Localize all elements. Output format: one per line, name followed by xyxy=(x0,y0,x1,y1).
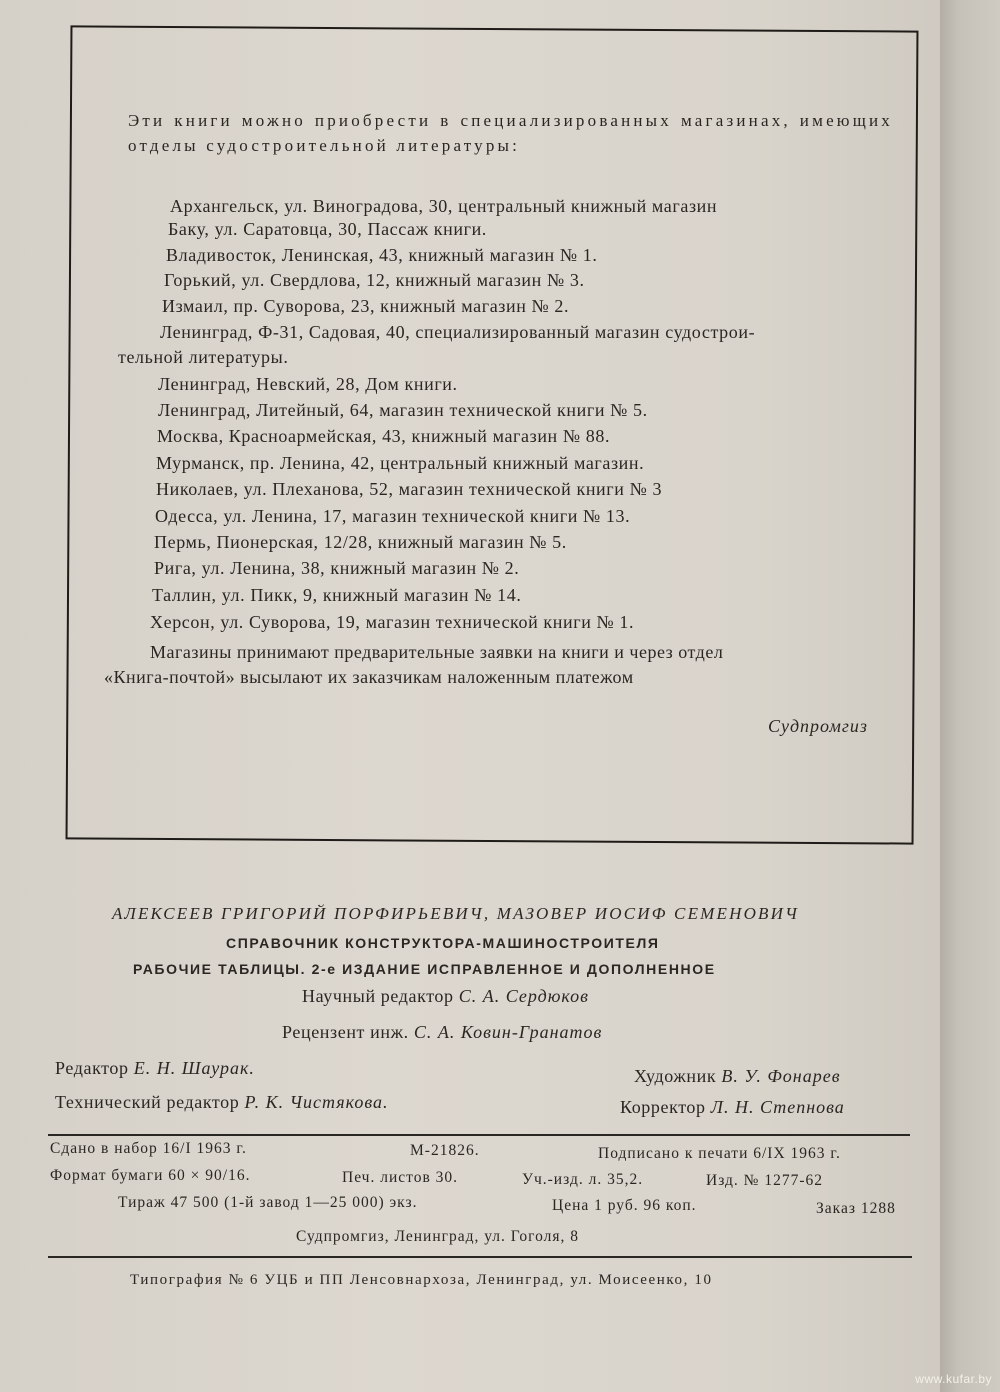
shop-line: Измаил, пр. Суворова, 23, книжный магазин № 2. xyxy=(162,296,570,316)
imprint-price: Цена 1 руб. 96 коп. xyxy=(552,1197,697,1214)
credit-role: Рецензент инж. xyxy=(282,1022,409,1042)
imprint-signed: Подписано к печати 6/IX 1963 г. xyxy=(598,1145,841,1162)
credit-name: Р. К. Чистякова. xyxy=(244,1092,389,1112)
imprint-print-run: Тираж 47 500 (1-й завод 1—25 000) экз. xyxy=(118,1194,418,1211)
credit-name: С. А. Ковин-Гранатов xyxy=(413,1022,603,1042)
shop-line: Мурманск, пр. Ленина, 42, центральный книжный магазин. xyxy=(156,453,645,473)
imprint-sheets: Печ. листов 30. xyxy=(342,1169,459,1186)
editor-credit xyxy=(55,1058,255,1079)
credit-role: Научный редактор xyxy=(302,986,454,1006)
imprint-format: Формат бумаги 60 × 90/16. xyxy=(50,1167,251,1184)
shop-line: Пермь, Пионерская, 12/28, книжный магазин № 5. xyxy=(154,532,567,552)
credit-name: Е. Н. Шаурак. xyxy=(133,1058,255,1078)
credit-role: Корректор xyxy=(620,1097,706,1117)
order-note-line: «Книга-почтой» высылают их заказчикам наложенным платежом xyxy=(104,667,634,687)
credit-name: Л. Н. Степнова xyxy=(710,1097,845,1117)
proofreader-credit xyxy=(620,1097,845,1118)
site-watermark: www.kufar.by xyxy=(915,1372,992,1386)
shop-line: Николаев, ул. Плеханова, 52, магазин технической книги № 3 xyxy=(156,479,663,499)
imprint-order: Заказ 1288 xyxy=(816,1200,896,1217)
imprint-typeset: Сдано в набор 16/I 1963 г. xyxy=(50,1140,247,1157)
credit-name: С. А. Сердюков xyxy=(458,986,589,1006)
shop-line: Ленинград, Ф-31, Садовая, 40, специализированный магазин судострои- xyxy=(160,322,756,342)
shop-line-continuation: тельной литературы. xyxy=(118,347,289,367)
imprint-code: М-21826. xyxy=(410,1142,480,1159)
imprint-publisher-address: Судпромгиз, Ленинград, ул. Гоголя, 8 xyxy=(296,1228,580,1245)
shop-line: Одесса, ул. Ленина, 17, магазин технической книги № 13. xyxy=(155,506,631,526)
imprint-publisher-sheets: Уч.-изд. л. 35,2. xyxy=(522,1171,644,1188)
shop-line: Рига, ул. Ленина, 38, книжный магазин № 2. xyxy=(154,558,520,578)
publisher-signature: Судпромгиз xyxy=(768,716,868,736)
shop-line: Таллин, ул. Пикк, 9, книжный магазин № 14. xyxy=(152,585,522,605)
book-spine xyxy=(940,0,1000,1392)
shop-line: Владивосток, Ленинская, 43, книжный магазин № 1. xyxy=(166,245,598,265)
scientific-editor-credit xyxy=(302,986,589,1007)
shop-line: Ленинград, Литейный, 64, магазин технической книги № 5. xyxy=(158,400,648,420)
credit-role: Редактор xyxy=(55,1058,129,1078)
divider-rule xyxy=(48,1256,912,1258)
shop-line: Москва, Красноармейская, 43, книжный магазин № 88. xyxy=(157,426,611,446)
shop-line: Архангельск, ул. Виноградова, 30, центральный книжный магазин xyxy=(170,196,718,216)
shop-line: Горький, ул. Свердлова, 12, книжный магазин № 3. xyxy=(164,270,585,290)
shop-line: Баку, ул. Саратовца, 30, Пассаж книги. xyxy=(168,219,487,239)
book-title: СПРАВОЧНИК КОНСТРУКТОРА-МАШИНОСТРОИТЕЛЯ xyxy=(226,935,660,951)
shop-line: Херсон, ул. Суворова, 19, магазин технической книги № 1. xyxy=(150,612,635,632)
book-subtitle: РАБОЧИЕ ТАБЛИЦЫ. 2-е ИЗДАНИЕ ИСПРАВЛЕННОЕ И ДОПОЛНЕННОЕ xyxy=(133,961,716,977)
credit-role: Художник xyxy=(634,1066,717,1086)
divider-rule xyxy=(48,1134,910,1136)
book-authors: АЛЕКСЕЕВ ГРИГОРИЙ ПОРФИРЬЕВИЧ, МАЗОВЕР ИОСИФ СЕМЕНОВИЧ xyxy=(112,904,800,923)
order-note-line: Магазины принимают предварительные заявки на книги и через отдел xyxy=(150,642,724,662)
credit-name: В. У. Фонарев xyxy=(721,1066,841,1086)
credit-role: Технический редактор xyxy=(55,1092,240,1112)
imprint-publication-number: Изд. № 1277-62 xyxy=(706,1172,823,1189)
technical-editor-credit xyxy=(55,1092,389,1113)
printing-house: Типография № 6 УЦБ и ПП Ленсовнархоза, Ленинград, ул. Моисеенко, 10 xyxy=(130,1272,713,1288)
artist-credit xyxy=(634,1066,841,1087)
reviewer-credit xyxy=(282,1022,602,1043)
shop-line: Ленинград, Невский, 28, Дом книги. xyxy=(158,374,458,394)
intro-paragraph: Эти книги можно приобрести в специализированных магазинах, имеющих отделы судостроительной литературы: xyxy=(128,111,893,155)
